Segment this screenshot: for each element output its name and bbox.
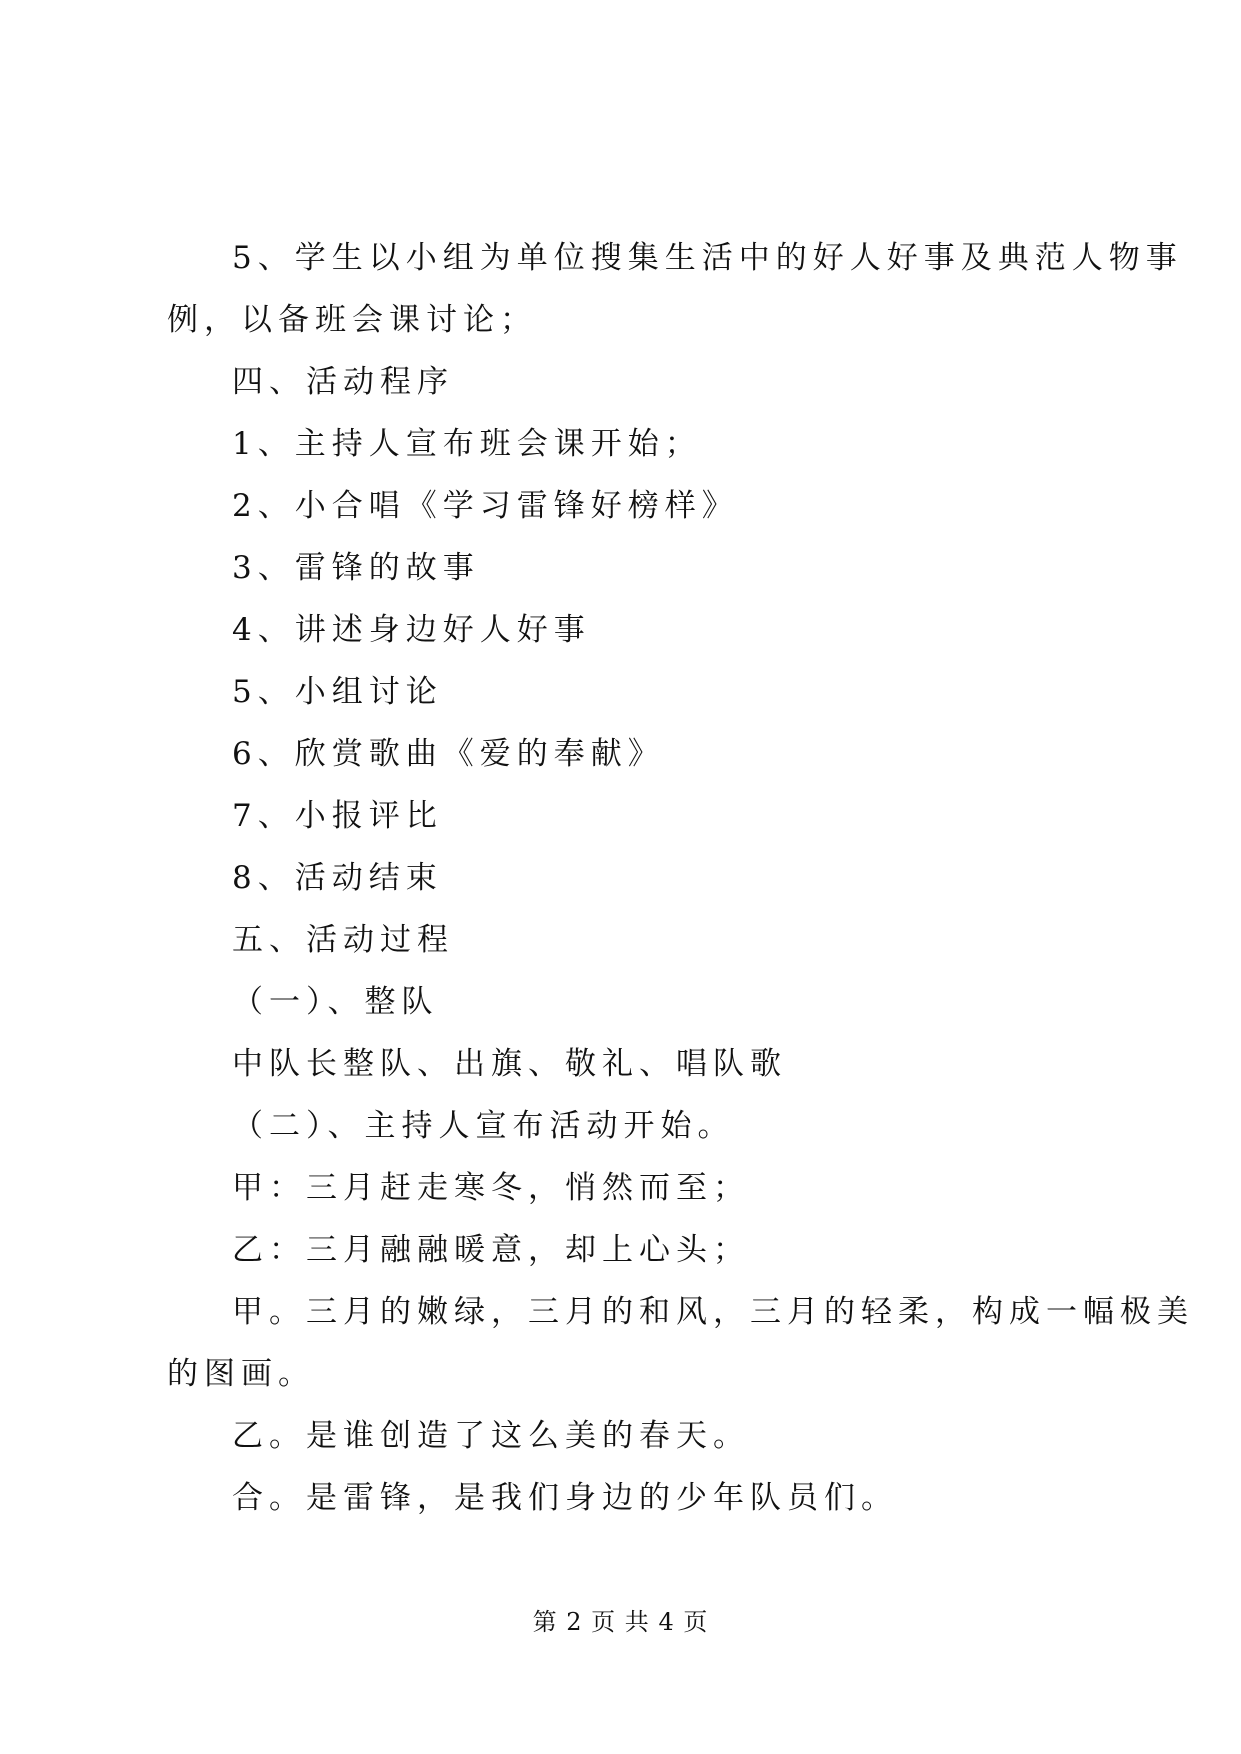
section-heading: 四、活动程序: [232, 364, 454, 400]
paragraph-line: 例，以备班会课讨论；: [167, 302, 537, 338]
dialogue-line: 乙。是谁创造了这么美的春天。: [232, 1418, 750, 1454]
dialogue-line: 甲：三月赶走寒冬，悄然而至；: [232, 1170, 750, 1206]
list-item: 1、主持人宣布班会课开始；: [232, 426, 702, 462]
section-heading: 五、活动过程: [232, 922, 454, 958]
list-item: 3、雷锋的故事: [232, 550, 480, 586]
list-item: 8、活动结束: [232, 860, 443, 896]
paragraph-line: 5、学生以小组为单位搜集生活中的好人好事及典范人物事: [232, 240, 1183, 276]
dialogue-line: 合。是雷锋，是我们身边的少年队员们。: [232, 1480, 898, 1516]
page-footer: 第 2 页 共 4 页: [532, 1608, 709, 1636]
list-item: 5、小组讨论: [232, 674, 443, 710]
subsection-heading: （一）、整队: [232, 984, 439, 1020]
subsection-heading: （二）、主持人宣布活动开始。: [232, 1108, 735, 1144]
list-item: 6、欣赏歌曲《爱的奉献》: [232, 736, 665, 772]
list-item: 4、讲述身边好人好事: [232, 612, 591, 648]
dialogue-line: 的图画。: [167, 1356, 315, 1392]
list-item: 2、小合唱《学习雷锋好榜样》: [232, 488, 739, 524]
paragraph-line: 中队长整队、出旗、敬礼、唱队歌: [232, 1046, 787, 1082]
dialogue-line: 甲。三月的嫩绿，三月的和风，三月的轻柔，构成一幅极美: [232, 1294, 1194, 1330]
dialogue-line: 乙：三月融融暖意，却上心头；: [232, 1232, 750, 1268]
list-item: 7、小报评比: [232, 798, 443, 834]
